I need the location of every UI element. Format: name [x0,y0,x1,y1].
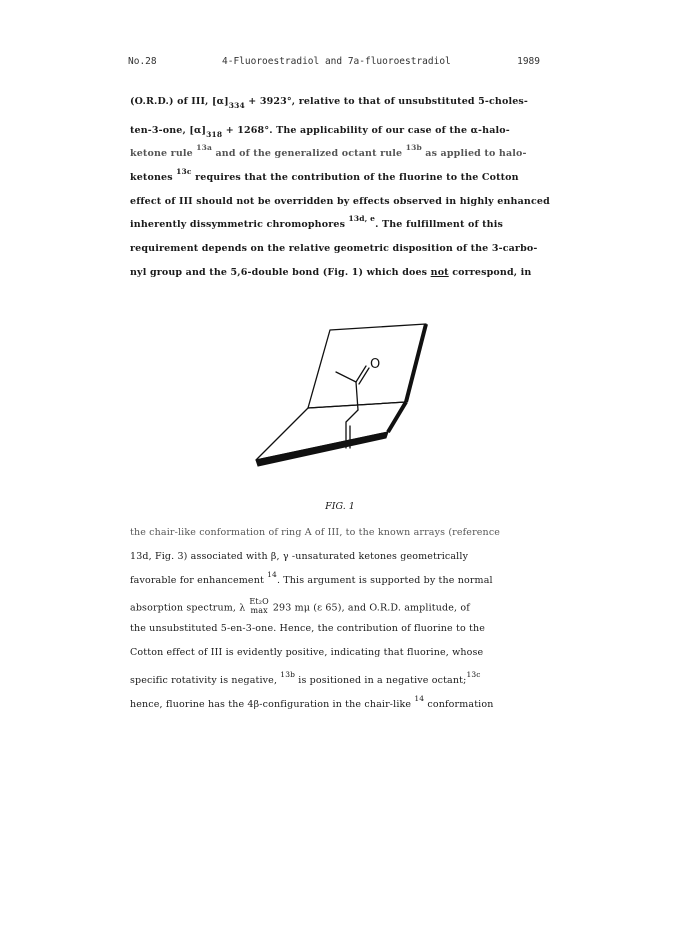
text-line-3: ketone rule $^{13a}$ and of the generalized octant rule $^{13b}$ as applied to halo- [130,143,527,159]
text-line-13: the unsubstituted 5-en-3-one. Hence, the contribution of fluorine to the [130,623,486,634]
text-line-5: effect of III should not be overridden by effects observed in highly enhanced [130,196,550,207]
text-line-4: ketones $^{13c}$ requires that the contribution of the fluorine to the Cotton [130,167,519,183]
text-line-14: Cotton effect of III is evidently positive, indicating that fluorine, whose [130,647,484,658]
ring-a-conformation-drawing [248,318,436,478]
figure-1-structure [248,318,436,478]
text-line-12: absorption spectrum, λ Et₂O max 293 mμ (ε 65), and O.R.D. amplitude, of [130,597,470,615]
text-line-2: ten-3-one, $[\alpha]_{318} + 1268^\circ$. The applicability of our case of the α-halo- [130,125,510,139]
page-number: 1989 [517,56,540,67]
journal-issue: No.28 [128,56,157,67]
figure-caption: FIG. 1 [325,501,355,512]
text-line-1: (O.R.D.) of III, $[\alpha]_{334} + 3923^\circ$, relative to that of unsubstituted 5-choles- [130,96,529,110]
text-line-11: favorable for enhancement $^{14}$. This argument is supported by the normal [130,570,493,586]
running-header [128,56,540,72]
text-line-7: requirement depends on the relative geometric disposition of the 3-carbo- [130,243,538,254]
text-line-9: the chair-like conformation of ring A of III, to the known arrays (reference [130,527,501,538]
text-line-8: nyl group and the 5,6-double bond (Fig. 1) which does not correspond, in [130,267,532,278]
text-line-6: inherently dissymmetric chromophores $^{13d, e}$. The fulfillment of this [130,214,503,230]
text-line-16: hence, fluorine has the 4β-configuration in the chair-like $^{14}$ conformation [130,694,494,710]
lambda-max-notation: Et₂O max [249,597,269,615]
text-line-15: specific rotativity is negative, $^{13b}$ is positioned in a negative octant;$^{13c}$ [130,670,481,686]
text-line-10: 13d, Fig. 3) associated with β, γ -unsaturated ketones geometrically [130,551,469,562]
running-title: 4-Fluoroestradiol and 7a-fluoroestradiol [222,56,451,67]
oxygen-atom-label: O [370,357,381,372]
